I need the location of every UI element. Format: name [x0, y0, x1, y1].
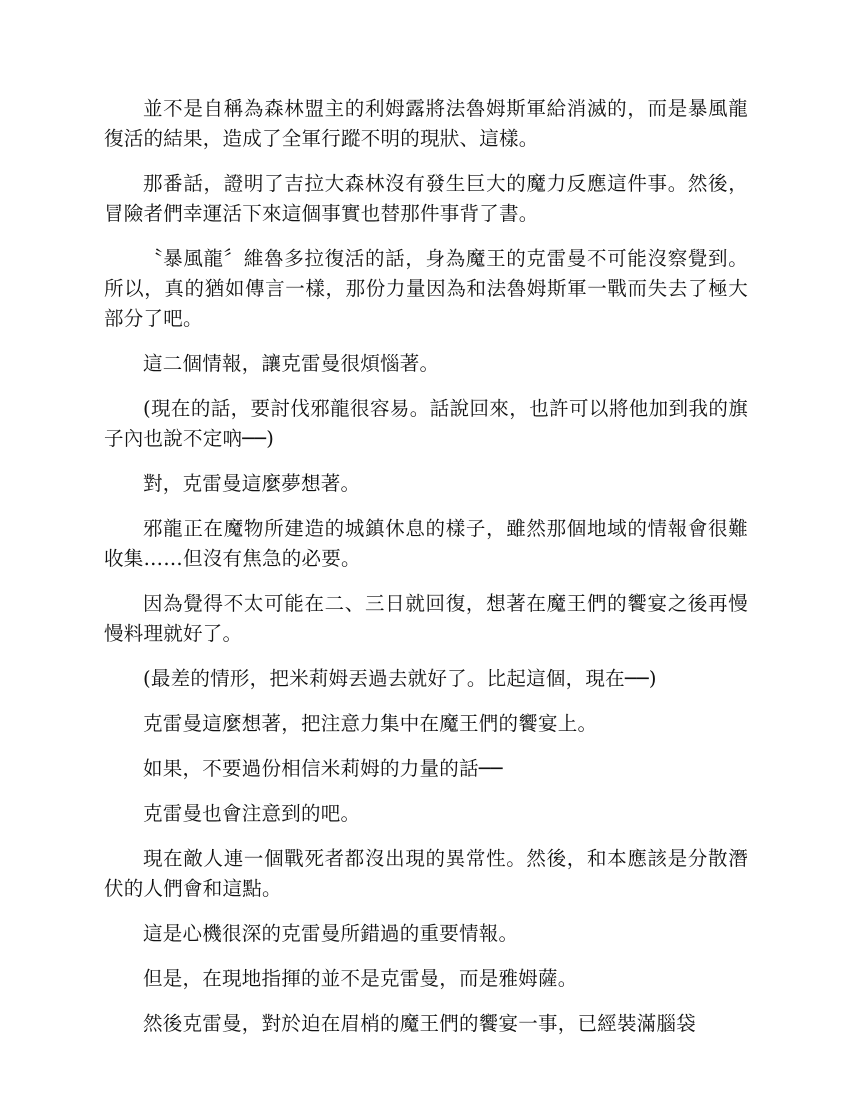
paragraph: 這二個情報，讓克雷曼很煩惱著。 — [143, 352, 440, 375]
paragraph: 邪龍正在魔物所建造的城鎮休息的樣子，雖然那個地域的情報會很難收集……但沒有焦急的必要。 — [104, 517, 748, 570]
paragraph: 這是心機很深的克雷曼所錯過的重要情報。 — [143, 922, 519, 945]
paragraph-inner-thought: (最差的情形，把米莉姆丟過去就好了。比起這個，現在──) — [143, 667, 657, 690]
paragraph: 〝暴風龍〞維魯多拉復活的話，身為魔王的克雷曼不可能沒察覺到。所以，真的猶如傳言一樣，那份力量因為和法魯姆斯軍一戰而失去了極大部分了吧。 — [104, 247, 748, 330]
paragraph: 如果，不要過份相信米莉姆的力量的話── — [143, 757, 503, 780]
paragraph: 因為覺得不太可能在二、三日就回復，想著在魔王們的饗宴之後再慢慢料理就好了。 — [104, 592, 748, 645]
paragraph: 現在敵人連一個戰死者都沒出現的異常性。然後，和本應該是分散潛伏的人們會和這點。 — [104, 847, 748, 900]
paragraph: 然後克雷曼，對於迫在眉梢的魔王們的饗宴一事，已經裝滿腦袋 — [143, 1012, 697, 1035]
paragraph: 克雷曼也會注意到的吧。 — [143, 802, 361, 825]
paragraph: 克雷曼這麼想著，把注意力集中在魔王們的饗宴上。 — [143, 712, 598, 735]
paragraph: 那番話，證明了吉拉大森林沒有發生巨大的魔力反應這件事。然後，冒險者們幸運活下來這個事實也替那件事背了書。 — [104, 172, 748, 225]
text-column — [104, 94, 748, 1054]
paragraph: 對，克雷曼這麼夢想著。 — [143, 472, 361, 495]
paragraph-inner-thought: (現在的話，要討伐邪龍很容易。話說回來，也許可以將他加到我的旗子內也說不定吶──) — [104, 397, 748, 450]
paragraph: 但是，在現地指揮的並不是克雷曼，而是雅姆薩。 — [143, 967, 578, 990]
paragraph: 並不是自稱為森林盟主的利姆露將法魯姆斯軍給消滅的，而是暴風龍復活的結果，造成了全軍行蹤不明的現狀、這樣。 — [104, 97, 748, 150]
